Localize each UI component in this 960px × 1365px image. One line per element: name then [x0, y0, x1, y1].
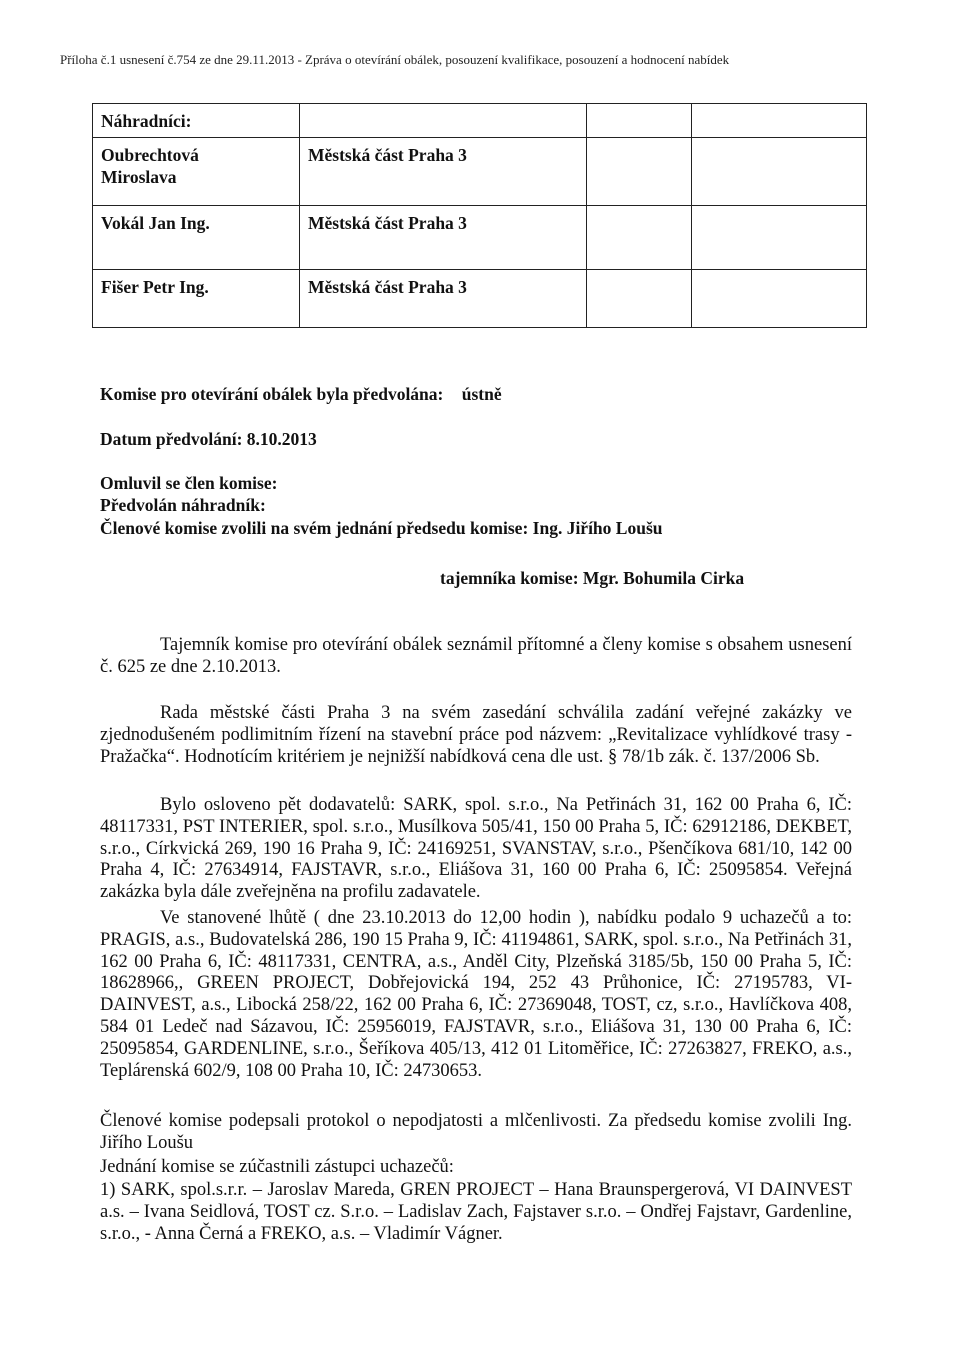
substitute-called: Předvolán náhradník: — [100, 495, 266, 515]
excused-member: Omluvil se člen komise: — [100, 473, 278, 493]
substitute-org: Městská část Praha 3 — [300, 270, 587, 328]
page-header: Příloha č.1 usnesení č.754 ze dne 29.11.2013 - Zpráva o otevírání obálek, posouzení kvalifikace, posouzení a hodnocení nabídek — [60, 52, 730, 67]
chair-line: Členové komise zvolili na svém jednání předsedu komise: Ing. Jiřího Loušu — [100, 518, 663, 538]
table-row — [93, 270, 867, 328]
paragraph-bidders: Ve stanovené lhůtě ( dne 23.10.2013 do 12,00 hodin ), nabídku podalo 9 uchazečů a to: PRAGIS, a.s., Budovatelská 286, 190 15 Praha 9, IČ: 41194861, SARK, spol. s.r.o., Na Petřinách 31, 162 00 Praha 6, IČ: 48117331, CENTRA, a.s., Anděl City, Plzeňská 3185/5b, 150 00 Praha 5, IČ: 18628966,, GREEN PROJECT, Dobřejovická 194, 252 43 Průhonice, IČ: 27195783, VI-DAINVEST, a.s., Libocká 258/22, 162 00 Praha 6, IČ: 27369048, TOST, cz, s.r.o., Havlíčkova 408, 584 01 Ledeč nad Sázavou, IČ: 25956019, FAJSTAVR, s.r.o., Eliášova 31, 130 00 Praha 6, IČ: 25095854, GARDENLINE, s.r.o., Šeříkova 405/13, 412 01 Litoměřice, IČ: 27263827, FREKO, a.s., Teplárenská 602/9, 108 00 Praha 10, IČ: 24730653. — [100, 908, 852, 1081]
paragraph-invited-suppliers: Bylo osloveno pět dodavatelů: SARK, spol. s.r.o., Na Petřinách 31, 162 00 Praha 6, IČ: 48117331, PST INTERIER, spol. s.r.o., Musílkova 505/41, 150 00 Praha 5, IČ: 62912186, DEKBET, s.r.o., Církvická 269, 190 16 Praha 9, IČ: 24169251, SVANSTAV, s.r.o., Pšenčíkova 681/10, 142 00 Praha 4, IČ: 27634914, FAJSTAVR, s.r.o., Eliášova 31, 160 00 Praha 6, IČ: 25095854. Veřejná zakázka byla dále zveřejněna na profilu zadavatele. — [100, 795, 852, 903]
substitute-name: Vokál Jan Ing. — [93, 206, 300, 270]
paragraph-contract-approval: Rada městské části Praha 3 na svém zasedání schválila zadání veřejné zakázky ve zjednodušeném podlimitním řízení na stavební práce pod názvem: „Revitalizace vyhlídkové trasy - Pražačka“. Hodnotícím kritériem je nejnižší nabídková cena dle ust. § 78/1b zák. č. 137/2006 Sb. — [100, 703, 852, 767]
summoned-label: Komise pro otevírání obálek byla předvolána: — [100, 384, 444, 404]
substitutes-table — [92, 103, 867, 328]
paragraph-secretary-info: Tajemník komise pro otevírání obálek seznámil přítomné a členy komise s obsahem usnesení č. 625 ze dne 2.10.2013. — [100, 635, 852, 677]
table-row — [93, 104, 867, 138]
paragraph-attendees-list: 1) SARK, spol.s.r.r. – Jaroslav Mareda, GREN PROJECT – Hana Braunspergerová, VI DAINVEST a.s. – Ivana Seidlová, TOST cz. S.r.o. – Ladislav Zach, Fajstaver s.r.o. – Ondřej Fajstavr, Gardenline, s.r.o., - Anna Černá a FREKO, a.s. – Vladimír Vágner. — [100, 1180, 852, 1244]
substitutes-heading: Náhradníci: — [93, 104, 300, 138]
summoned-line — [100, 384, 502, 405]
substitute-name: Fišer Petr Ing. — [93, 270, 300, 328]
substitute-name: Oubrechtová Miroslava — [93, 138, 300, 206]
paragraph-impartiality: Členové komise podepsali protokol o nepodjatosti a mlčenlivosti. Za předsedu komise zvolili Ing. Jiřího Loušu — [100, 1111, 852, 1153]
substitute-org: Městská část Praha 3 — [300, 138, 587, 206]
table-row — [93, 138, 867, 206]
secretary-line: tajemníka komise: Mgr. Bohumila Cirka — [440, 568, 745, 588]
paragraph-attendees-intro: Jednání komise se zúčastnili zástupci uchazečů: — [100, 1157, 454, 1177]
table-row — [93, 206, 867, 270]
summons-date: Datum předvolání: 8.10.2013 — [100, 429, 317, 449]
substitute-org: Městská část Praha 3 — [300, 206, 587, 270]
summoned-value: ústně — [461, 384, 502, 404]
